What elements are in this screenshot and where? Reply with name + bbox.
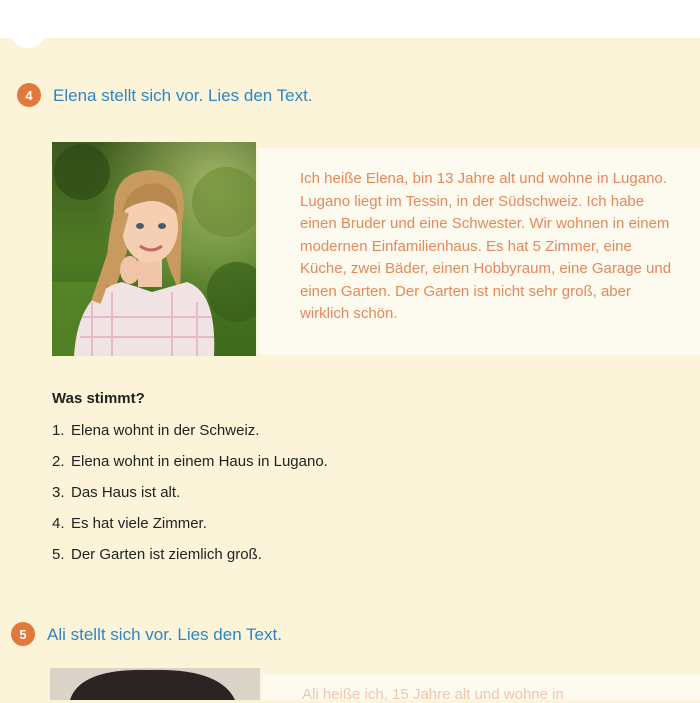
- item-text: Es hat viele Zimmer.: [71, 515, 207, 532]
- exercise-4-title: Elena stellt sich vor. Lies den Text.: [53, 86, 313, 105]
- list-item: [52, 484, 328, 515]
- exercise-5-number-badge: 5: [11, 622, 35, 646]
- item-text: Elena wohnt in einem Haus in Lugano.: [71, 453, 328, 470]
- statement-list: [52, 422, 328, 577]
- question-heading: Was stimmt?: [52, 390, 145, 407]
- item-text: Das Haus ist alt.: [71, 484, 181, 501]
- item-text: Elena wohnt in der Schweiz.: [71, 422, 260, 439]
- page-corner-tab: [8, 26, 48, 48]
- list-item: [52, 453, 328, 484]
- item-number: 1.: [52, 422, 65, 439]
- elena-text-box: [258, 148, 700, 355]
- ali-text-box: [262, 674, 700, 703]
- list-item: [52, 422, 328, 453]
- list-item: [52, 546, 328, 577]
- item-number: 3.: [52, 484, 65, 501]
- elena-text: Ich heiße Elena, bin 13 Jahre alt und wohne in Lugano. Lugano liegt im Tessin, in der Südschweiz. Ich habe einen Bruder und eine Schwester. Wir wohnen in einem modernen Einfamilienhaus. Es hat 5 Zimmer, eine Küche, zwei Bäder, einen Hobbyraum, eine Garage und einen Garten. Der Garten ist nicht sehr groß, aber wirklich schön.: [300, 170, 672, 322]
- exercise-5-title: Ali stellt sich vor. Lies den Text.: [47, 625, 282, 644]
- item-text: Der Garten ist ziemlich groß.: [71, 546, 262, 563]
- page-top-margin: [0, 0, 700, 38]
- ali-photo: [50, 668, 260, 700]
- elena-photo: [52, 142, 256, 356]
- ali-text-partial: Ali heiße ich, 15 Jahre alt und wohne in: [302, 686, 564, 703]
- item-number: 5.: [52, 546, 65, 563]
- item-number: 4.: [52, 515, 65, 532]
- exercise-4-number-badge: 4: [17, 83, 41, 107]
- item-number: 2.: [52, 453, 65, 470]
- list-item: [52, 515, 328, 546]
